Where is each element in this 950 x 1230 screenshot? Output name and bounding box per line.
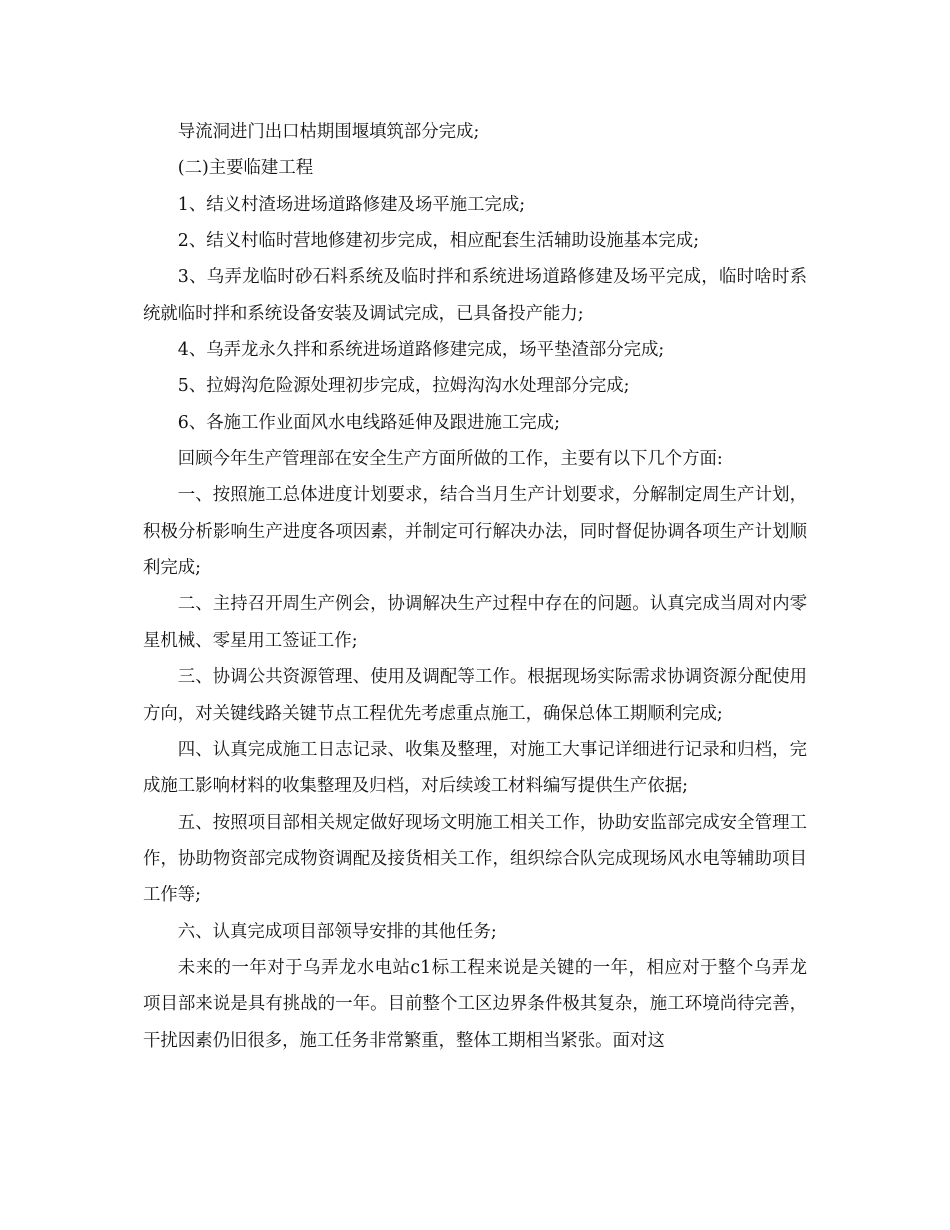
- paragraph-review-intro: 回顾今年生产管理部在安全生产方面所做的工作，主要有以下几个方面:: [177, 449, 723, 470]
- section-heading-temporary-works: (二)主要临建工程: [177, 158, 314, 179]
- work-item-2: 二、主持召开周生产例会，协调解决生产过程中存在的问题。认真完成当周对内零星机械、零星用工签证工作;: [143, 594, 807, 651]
- work-item-3: 三、协调公共资源管理、使用及调配等工作。根据现场实际需求协调资源分配使用方向，对关键线路关键节点工程优先考虑重点施工，确保总体工期顺利完成;: [143, 667, 807, 724]
- document-body: [143, 114, 807, 1059]
- paragraph-cofferdam: 导流洞进门出口枯期围堰填筑部分完成;: [177, 122, 480, 142]
- work-item-1: 一、按照施工总体进度计划要求，结合当月生产计划要求，分解制定周生产计划，积极分析影响生产进度各项因素，并制定可行解决办法，同时督促协调各项生产计划顺利完成;: [143, 485, 807, 579]
- list-item-6: 6、各施工作业面风水电线路延伸及跟进施工完成;: [177, 412, 560, 433]
- paragraph-outlook: 未来的一年对于乌弄龙水电站c1标工程来说是关键的一年，相应对于整个乌弄龙项目部来说是具有挑战的一年。目前整个工区边界条件极其复杂，施工环境尚待完善，干扰因素仍旧很多，施工任务非常繁重，整体工期相当紧张。面对这: [143, 957, 807, 1051]
- work-item-4: 四、认真完成施工日志记录、收集及整理，对施工大事记详细进行记录和归档，完成施工影响材料的收集整理及归档，对后续竣工材料编写提供生产依据;: [143, 739, 807, 797]
- list-item-5: 5、拉姆沟危险源处理初步完成，拉姆沟沟水处理部分完成;: [177, 376, 630, 397]
- list-item-4: 4、乌弄龙永久拌和系统进场道路修建完成，场平垫渣部分完成;: [177, 340, 665, 361]
- work-item-5: 五、按照项目部相关规定做好现场文明施工相关工作，协助安监部完成安全管理工作，协助物资部完成物资调配及接货相关工作，组织综合队完成现场风水电等辅助项目工作等;: [143, 812, 807, 906]
- list-item-2: 2、结义村临时营地修建初步完成，相应配套生活辅助设施基本完成;: [177, 231, 700, 252]
- list-item-3: 3、乌弄龙临时砂石料系统及临时拌和系统进场道路修建及场平完成，临时啥时系统就临时拌和系统设备安装及调试完成，已具备投产能力;: [143, 267, 807, 324]
- list-item-1: 1、结义村渣场进场道路修建及场平施工完成;: [177, 194, 526, 215]
- work-item-6: 六、认真完成项目部领导安排的其他任务;: [177, 921, 497, 942]
